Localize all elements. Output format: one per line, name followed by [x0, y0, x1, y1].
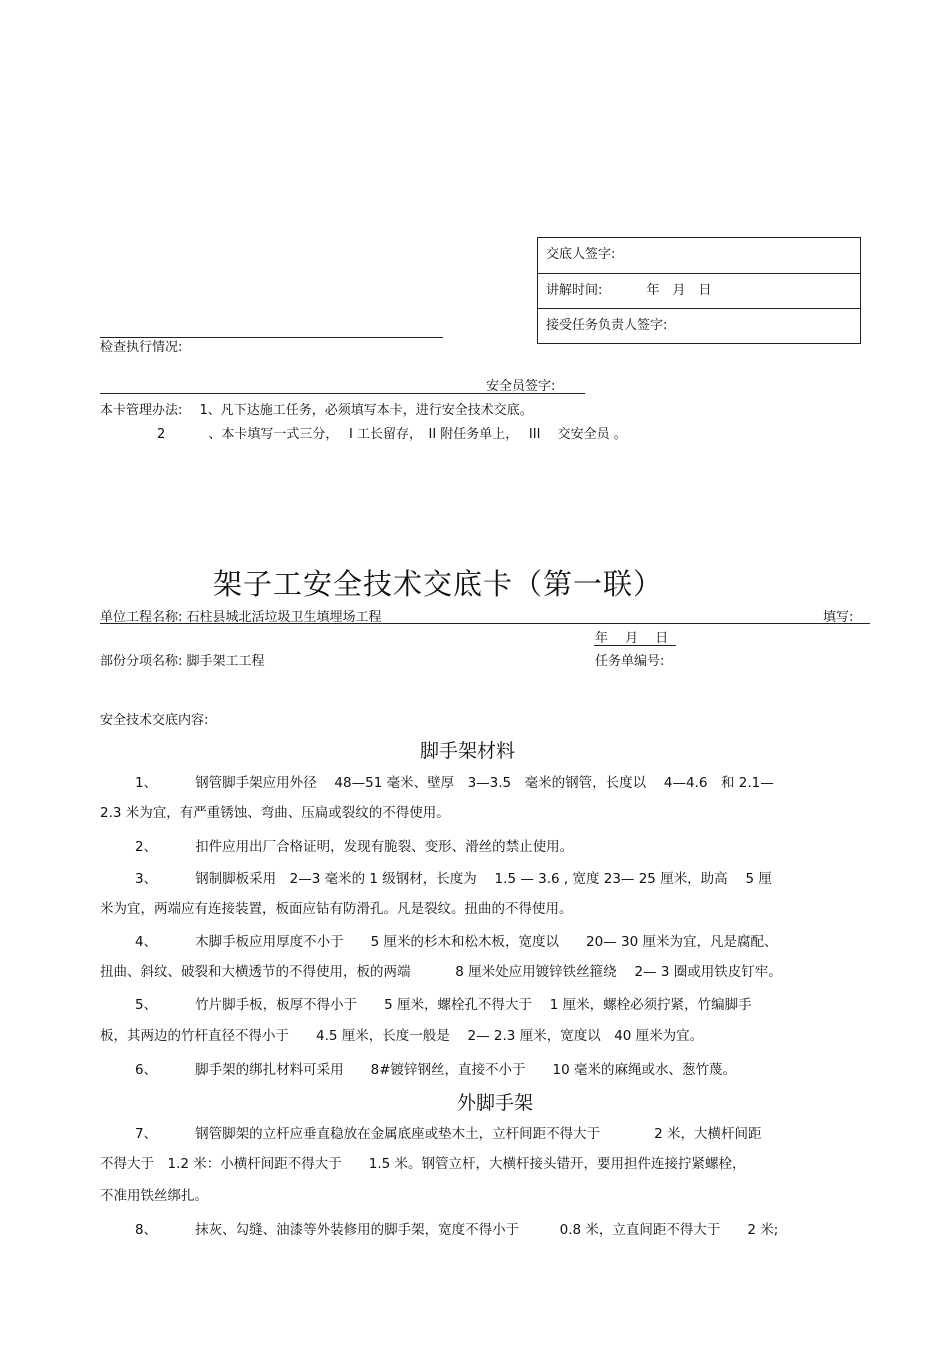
- page-title: 架子工安全技术交底卡（第一联）: [213, 567, 664, 601]
- management-line-2: 2 、本卡填写一式三分， I 工长留存， II 附任务单上， III 交安全员 。: [157, 427, 627, 442]
- item-6: 6、 脚手架的绑扎材料可采用 8#镀锌钢丝，直接不小于 10 毫米的麻绳或水、葱竹蔑。: [135, 1062, 736, 1078]
- explain-time-row: [538, 273, 860, 308]
- date-rule: [594, 645, 676, 646]
- content-label: 安全技术交底内容:: [100, 713, 209, 728]
- item-3-line-1: 3、 钢制脚板采用 2—3 毫米的 1 级钢材，长度为 1.5 — 3.6 , 宽度 23— 25 厘米，助高 5 厘: [135, 871, 772, 887]
- item-4-line-1: 4、 木脚手板应用厚度不小于 5 厘米的杉木和松木板，宽度以 20— 30 厘米为宜，凡是腐配、: [135, 934, 778, 950]
- item-1-line-2: 2.3 米为宜，有严重锈蚀、弯曲、压扁或裂纹的不得使用。: [100, 805, 450, 821]
- project-name: 单位工程名称: 石柱县城北活垃圾卫生填埋场工程: [100, 610, 382, 625]
- explain-time-label: 讲解时间:: [546, 283, 603, 298]
- item-3-line-2: 米为宜，两端应有连接装置，板面应钻有防滑孔。凡是裂纹。扭曲的不得使用。: [100, 901, 573, 917]
- explain-time-date: 年 月 日: [646, 283, 712, 298]
- item-7-line-2: 不得大于 1.2 米：小横杆间距不得大于 1.5 米。钢管立杆，大横杆接头错开，要用担件连接拧紧螺栓，: [100, 1156, 746, 1172]
- management-line-1: 本卡管理办法: 1、凡下达施工任务，必须填写本卡，进行安全技术交底。: [100, 403, 533, 418]
- check-bottom-rule: [100, 393, 585, 394]
- item-1-line-1: 1、 钢管脚手架应用外径 48—51 毫米、壁厚 3—3.5 毫米的钢管，长度以 4—4.6 和 2.1—: [135, 775, 774, 791]
- briefer-signature-row: [538, 238, 860, 273]
- item-7-line-1: 7、 钢管脚架的立杆应垂直稳放在金属底座或垫木土，立杆间距不得大于 2 米，大横杆间距: [135, 1126, 762, 1142]
- item-8: 8、 抹灰、勾缝、油漆等外装修用的脚手架，宽度不得小于 0.8 米，立直间距不得大于 2 米;: [135, 1222, 779, 1238]
- check-label: 检查执行情况:: [100, 340, 183, 355]
- header-rule: [100, 623, 870, 624]
- subitem-name: 部份分项名称: 脚手架工工程: [100, 654, 265, 669]
- task-number-label: 任务单编号:: [595, 654, 665, 669]
- item-4-line-2: 扭曲、斜纹、破裂和大横透节的不得使用，板的两端 8 厘米处应用镀锌铁丝箍绕 2— 3 圈或用铁皮钉牢。: [100, 964, 782, 980]
- briefer-signature-label: 交底人签字:: [546, 247, 616, 262]
- section-materials-heading: 脚手架材料: [420, 740, 516, 762]
- item-5-line-1: 5、 竹片脚手板，板厚不得小于 5 厘米，螺栓孔不得大于 1 厘米，螺栓必须拧紧，竹编脚手: [135, 997, 752, 1013]
- signature-box: [537, 237, 861, 344]
- safety-officer-signature: 安全员签字:: [486, 379, 556, 394]
- header-date: 年 月 日: [595, 631, 669, 646]
- item-7-line-3: 不准用铁丝绑扎。: [100, 1188, 208, 1204]
- receiver-signature-label: 接受任务负责人签字:: [546, 318, 668, 333]
- fill-label: 填写:: [823, 610, 854, 625]
- receiver-signature-row: [538, 308, 860, 343]
- section-outer-heading: 外脚手架: [457, 1092, 534, 1114]
- item-5-line-2: 板，其两边的竹杆直径不得小于 4.5 厘米，长度一般是 2— 2.3 厘米，宽度以 40 厘米为宜。: [100, 1028, 704, 1044]
- item-2: 2、 扣件应用出厂合格证明，发现有脆裂、变形、滑丝的禁止使用。: [135, 839, 574, 855]
